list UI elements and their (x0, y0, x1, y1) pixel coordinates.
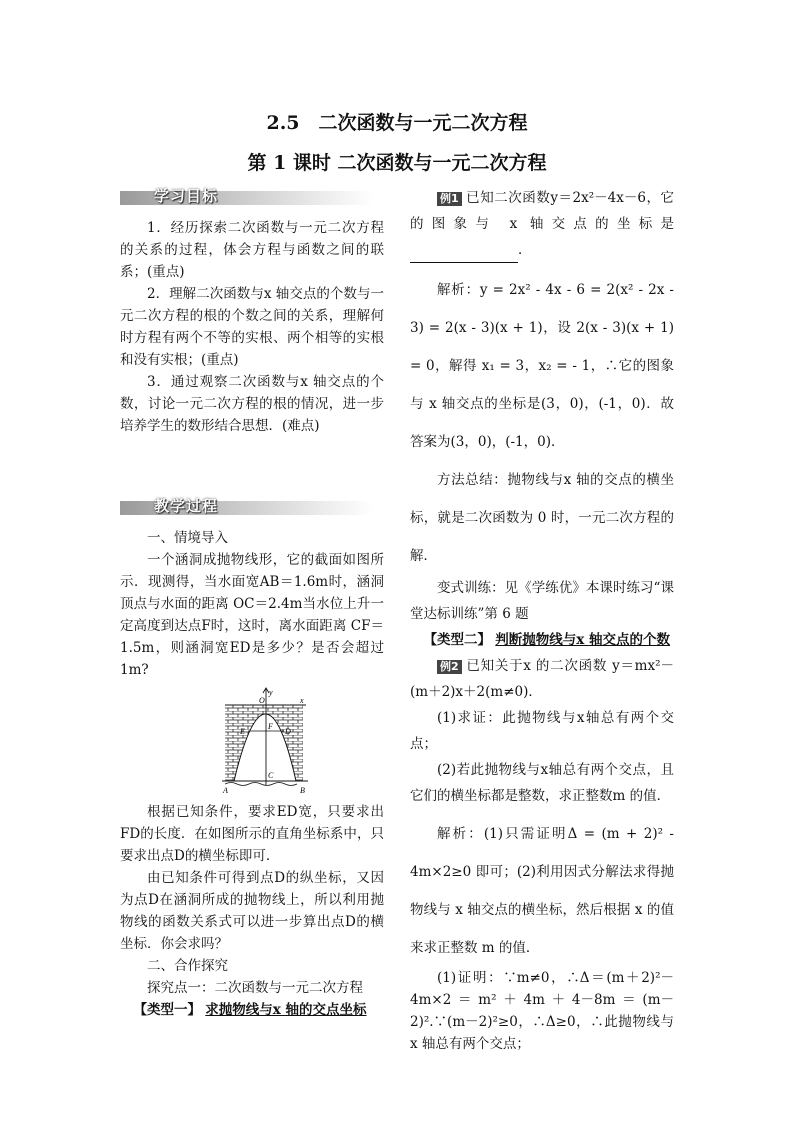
objective-1: 1．经历探索二次函数与一元二次方程的关系的过程，体会方程与函数之间的联系；(重点) (120, 220, 384, 280)
example-1-badge: 例1 (437, 192, 462, 206)
type2-text: 判断抛物线与x 轴交点的个数 (495, 632, 671, 648)
example-1-text: 已知二次函数y＝2x²－4x－6，它的图象与 x 轴交点的坐标是 (410, 190, 674, 232)
solution-1: 解析：y = 2x² - 4x - 6 = 2(x² - 2x - 3) = 2(x - 3)(x + 1)，设 2(x - 3)(x + 1) = 0，解得 x₁ = 3，x₂ = - 1，∴它的图象与 x 轴交点的坐标是(3，0)，(-1，0)．故答案为(3，0)，(-1，0)． (410, 282, 674, 450)
answer-blank (410, 248, 518, 263)
analysis-text-1: 根据已知条件，要求ED宽，只要求出FD的长度．在如图所示的直角坐标系中，只要求出点D的横坐标即可． (120, 804, 384, 864)
type2-line (410, 627, 674, 653)
objective-3: 3．通过观察二次函数与x 轴交点的个数，讨论一元二次方程的根的情况，进一步培养学生的数形结合思想．(难点) (120, 374, 384, 434)
label-y: y (269, 688, 273, 697)
intro-text: 一个涵洞成抛物线形，它的截面如图所示．现测得，当水面宽AB＝1.6m时，涵洞顶点与水面的距离 OC＝2.4m当水位上升一定高度到达点F时，这时，离水面距离 CF＝1.5m，则涵洞宽ED是多少？是否会超过1m? (120, 552, 384, 678)
type1-line (120, 999, 384, 1021)
label-x: x (300, 696, 304, 705)
objectives-heading (120, 185, 384, 209)
objective-2: 2．理解二次函数与x 轴交点的个数与一元二次方程的根的个数之间的关系，理解何时方程有两个不等的实根、两个相等的实根和没有实根；(重点) (120, 286, 384, 368)
intro-heading: 一、情境导入 (147, 530, 228, 546)
solution-2: 解析：(1)只需证明Δ = (m + 2)² - 4m×2≥0 即可；(2)利用因式分解法求得抛物线与 x 轴交点的横坐标，然后根据 x 的值来求正整数 m 的值． (410, 826, 674, 956)
example-2-badge: 例2 (437, 660, 462, 674)
label-e: E (240, 727, 245, 736)
coop-heading: 二、合作探究 (147, 958, 228, 974)
proof-text: (1)证明：∵m≠0，∴Δ＝(m＋2)²－4m×2＝m²＋4m＋4－8m＝(m－2)².∵(m－2)²≥0，∴Δ≥0，∴此抛物线与x 轴总有两个交点； (410, 970, 674, 1052)
culvert-diagram (220, 687, 310, 795)
process-heading (120, 495, 384, 519)
label-b: B (300, 786, 305, 795)
water-wave (225, 783, 297, 786)
objectives-heading-label: 学习目标 (154, 187, 219, 205)
method-summary: 方法总结：抛物线与x 轴的交点的横坐标，就是二次函数为 0 时，一元二次方程的解． (410, 472, 674, 564)
label-a: A (223, 786, 228, 795)
lesson-subtitle: 第 1 课时 二次函数与一元二次方程 (247, 152, 547, 174)
example-2 (410, 653, 674, 705)
example-1-end: ． (518, 242, 532, 258)
example-2-q2: (2)若此抛物线与x轴总有两个交点，且它们的横坐标都是整数，求正整数m 的值． (410, 762, 674, 804)
label-c: C (268, 771, 274, 780)
type2-tag: 【类型二】 (423, 632, 491, 648)
culvert-figure (220, 687, 310, 795)
example-2-text: 已知关于x 的二次函数 y＝mx²－(m＋2)x＋2(m≠0)． (410, 658, 674, 700)
lesson-title: 2.5 二次函数与一元二次方程 (266, 112, 528, 134)
explore-point: 探究点一：二次函数与一元二次方程 (147, 980, 363, 996)
left-column (120, 185, 384, 1021)
type1-text: 求抛物线与x 轴的交点坐标 (205, 1002, 367, 1018)
example-1 (410, 185, 674, 263)
process-heading-label: 教学过程 (154, 497, 219, 515)
label-d: D (285, 727, 291, 736)
example-2-q1: (1)求证：此抛物线与x轴总有两个交点； (410, 710, 674, 752)
type1-tag: 【类型一】 (133, 1002, 201, 1018)
right-column (410, 185, 674, 1055)
label-f: F (268, 722, 273, 731)
analysis-text-2: 由已知条件可得到点D的纵坐标，又因为点D在涵洞所成的抛物线上，所以利用抛物线的函数关系式可以进一步算出点D的横坐标．你会求吗？ (120, 870, 384, 952)
label-o: O (259, 696, 265, 705)
variant-training: 变式训练：见《学练优》本课时练习“课堂达标训练”第 6 题 (410, 580, 674, 622)
